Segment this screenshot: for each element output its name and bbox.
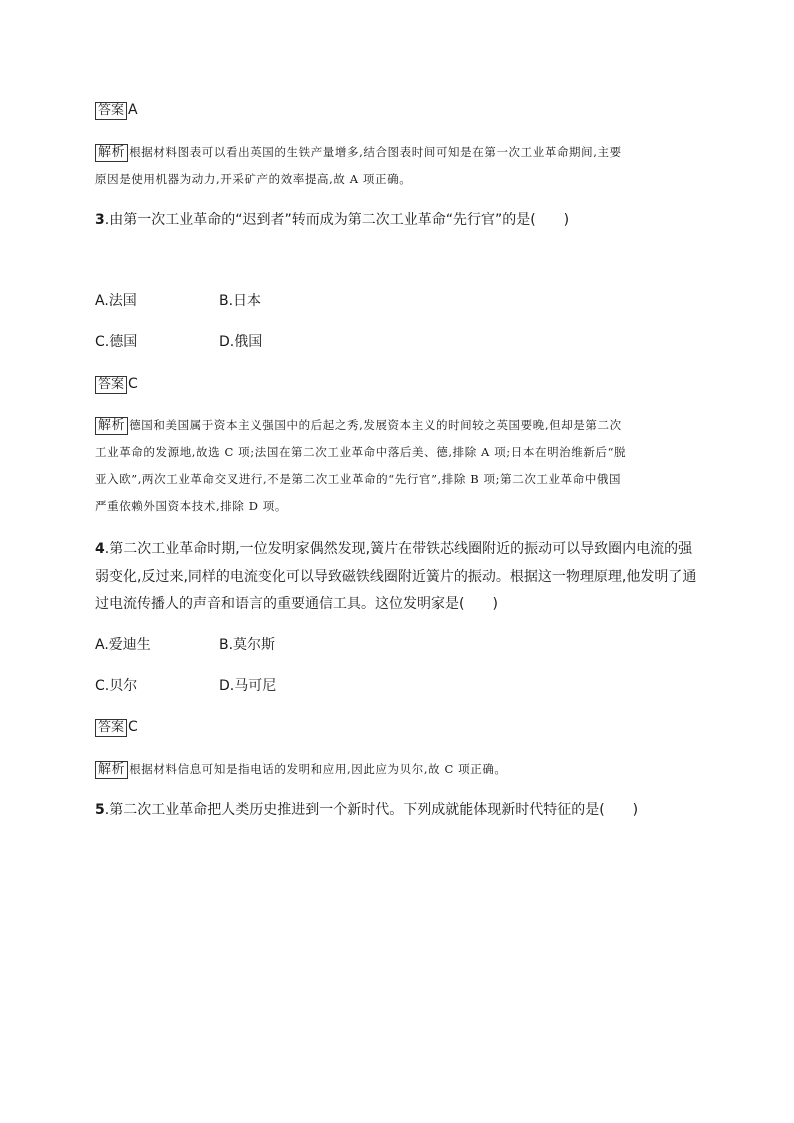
q3-option-b: B.日本 (219, 293, 262, 309)
answer-tag: 答案 (95, 102, 127, 120)
explanation-q2-line1 (95, 142, 622, 162)
question-4-line1 (95, 539, 692, 559)
question-number: 4 (95, 541, 105, 557)
explanation-tag: 解析 (95, 761, 128, 779)
answer-value: C (128, 719, 138, 735)
q4-option-c: C.贝尔 (95, 678, 138, 694)
question-text: .由第一次工业革命的“迟到者”转而成为第二次工业革命“先行官”的是( ) (104, 212, 570, 228)
answer-q2 (95, 100, 138, 120)
explanation-tag: 解析 (95, 417, 128, 435)
question-number: 5 (95, 802, 105, 818)
answer-q4 (95, 717, 138, 737)
question-number: 3 (95, 212, 105, 228)
explanation-text: 德国和美国属于资本主义强国中的后起之秀,发展资本主义的时间较之英国要晚,但却是第二次 (129, 418, 622, 432)
explanation-text: 根据材料图表可以看出英国的生铁产量增多,结合图表时间可知是在第一次工业革命期间,主要 (129, 145, 622, 159)
explanation-q2-line2: 原因是使用机器为动力,开采矿产的效率提高,故 A 项正确。 (95, 172, 412, 186)
question-text: .第二次工业革命把人类历史推进到一个新时代。下列成就能体现新时代特征的是( ) (104, 802, 639, 818)
answer-tag: 答案 (95, 376, 127, 394)
answer-tag: 答案 (95, 719, 127, 737)
explanation-q4-line1 (95, 759, 507, 779)
q3-option-c: C.德国 (95, 334, 138, 350)
answer-value: A (128, 102, 138, 118)
q4-option-a: A.爱迪生 (95, 637, 151, 653)
explanation-text: 根据材料信息可知是指电话的发明和应用,因此应为贝尔,故 C 项正确。 (129, 762, 507, 776)
answer-q3 (95, 374, 138, 394)
explanation-q3-line2: 工业革命的发源地,故选 C 项;法国在第二次工业革命中落后美、德,排除 A 项;日本在明治维新后“脱 (95, 445, 627, 459)
explanation-q3-line1 (95, 415, 622, 435)
question-text: .第二次工业革命时期,一位发明家偶然发现,簧片在带铁芯线圈附近的振动可以导致圈内电流的强 (104, 541, 693, 557)
question-4-line2: 弱变化,反过来,同样的电流变化可以导致磁铁线圈附近簧片的振动。根据这一物理原理,他发明了通 (95, 569, 697, 585)
explanation-q3-line3: 亚入欧”,两次工业革命交叉进行,不是第二次工业革命的“先行官”,排除 B 项;第二次工业革命中俄国 (95, 472, 622, 486)
question-4-line3: 过电流传播人的声音和语言的重要通信工具。这位发明家是( ) (95, 596, 498, 612)
explanation-q3-line4: 严重依赖外国资本技术,排除 D 项。 (95, 499, 287, 513)
q4-option-b: B.莫尔斯 (219, 637, 276, 653)
question-3 (95, 210, 569, 230)
explanation-tag: 解析 (95, 144, 128, 162)
question-5 (95, 800, 638, 820)
q3-option-d: D.俄国 (219, 334, 263, 350)
q4-option-d: D.马可尼 (219, 678, 277, 694)
q3-option-a: A.法国 (95, 293, 137, 309)
answer-value: C (128, 376, 138, 392)
